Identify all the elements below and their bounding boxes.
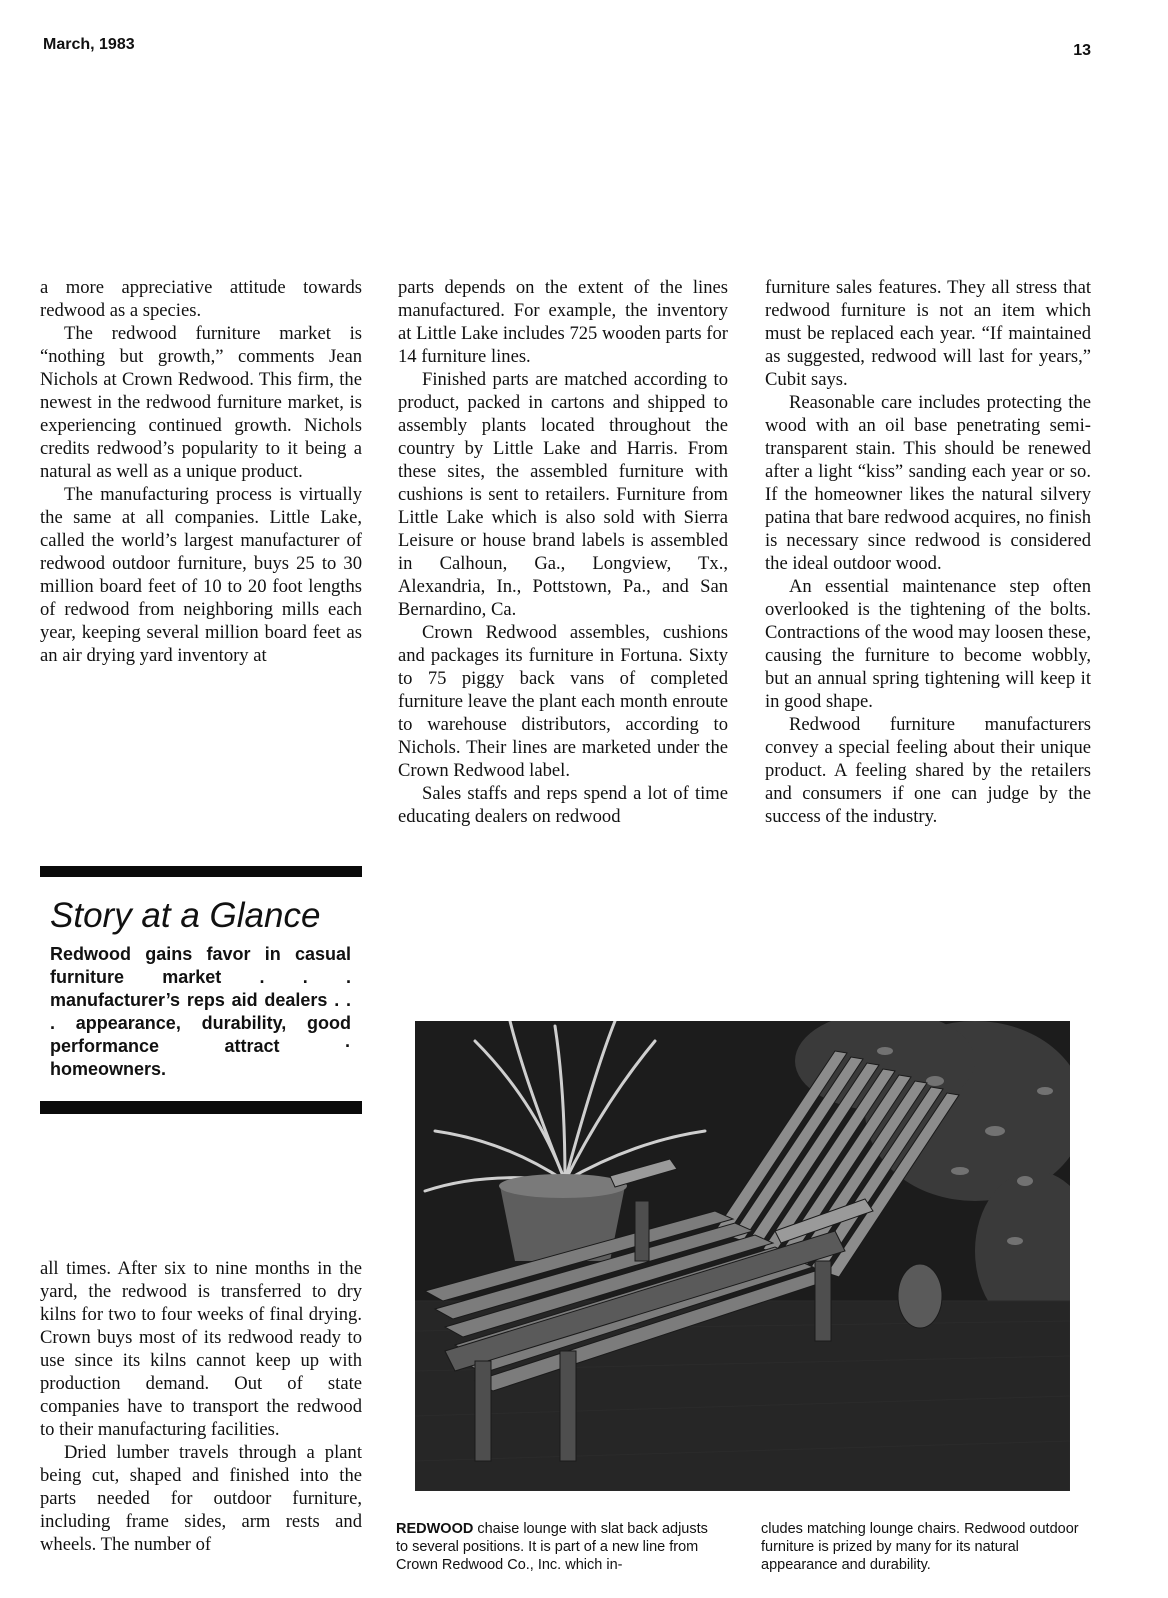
- paragraph: The manufacturing process is virtually the same at all companies. Little Lake, called the world’s largest manufacturer of redwood outdoor furniture, buys 25 to 30 million board feet of 10 to 20 foot lengths of redwood from neighboring mills each year, keeping several million board feet as an air drying yard inventory at: [40, 484, 362, 666]
- issue-date: March, 1983: [43, 36, 135, 53]
- caption-text: chaise lounge with slat back adjusts to several positions. It is part of a new line from Crown Redwood Co., Inc. which in-: [396, 1521, 708, 1573]
- sidebar-rule-bottom: [40, 1101, 362, 1114]
- page-number: 13: [1073, 42, 1091, 59]
- paragraph: Dried lumber travels through a plant being cut, shaped and finished into the parts needed for outdoor furniture, including frame sides, arm rests and wheels. The number of: [40, 1442, 362, 1555]
- article-column-2: [398, 276, 728, 828]
- sidebar-title: Story at a Glance: [50, 896, 321, 935]
- photo-caption-part-2: cludes matching lounge chairs. Redwood outdoor furniture is prized by many for its natural appearance and durability.: [761, 1521, 1079, 1573]
- paragraph: An essential maintenance step often overlooked is the tightening of the bolts. Contractions of the wood may loosen these, causing the furniture to become wobbly, but an annual spring tightening will keep it in good shape.: [765, 576, 1091, 712]
- paragraph: Crown Redwood assembles, cushions and packages its furniture in Fortuna. Sixty to 75 piggy back vans of completed furniture leave the plant each month enroute to warehouse distributors, according to Nichols. Their lines are marketed under the Crown Redwood label.: [398, 622, 728, 781]
- sidebar-rule-top: [40, 866, 362, 877]
- paragraph: The redwood furniture market is “nothing but growth,” comments Jean Nichols at Crown Redwood. This firm, the newest in the redwood furniture market, is experiencing continued growth. Nichols credits redwood’s popularity to it being a natural as well as a unique product.: [40, 323, 362, 482]
- paragraph: a more appreciative attitude towards redwood as a species.: [40, 277, 362, 321]
- chaise-lounge-photo: [415, 1021, 1070, 1491]
- paragraph: Reasonable care includes protecting the wood with an oil base penetrating semi-transparent stain. This should be renewed after a light “kiss” sanding each year or so. If the homeowner likes the natural silvery patina that bare redwood acquires, no finish is necessary since redwood is considered the ideal outdoor wood.: [765, 392, 1091, 574]
- paragraph: furniture sales features. They all stress that redwood furniture is not an item which must be replaced each year. “If maintained as suggested, redwood will last for years,” Cubit says.: [765, 277, 1091, 390]
- paragraph: all times. After six to nine months in the yard, the redwood is transferred to dry kilns for two to four weeks of final drying. Crown buys most of its redwood ready to use since its kilns cannot keep up with production demand. Out of state companies have to transport the redwood to their manufacturing facilities.: [40, 1258, 362, 1440]
- article-column-3: [765, 276, 1091, 828]
- paragraph: Finished parts are matched according to product, packed in cartons and shipped to assembly plants located throughout the country by Little Lake and Harris. From these sites, the assembled furniture with cushions is sent to retailers. Furniture from Little Lake which is also sold with Sierra Leisure or house brand labels is assembled in Calhoun, Ga., Longview, Tx., Alexandria, In., Pottstown, Pa., and San Bernardino, Ca.: [398, 369, 728, 620]
- paragraph: Redwood furniture manufacturers convey a special feeling about their unique product. A feeling shared by the retailers and consumers if one can judge by the success of the industry.: [765, 714, 1091, 827]
- sidebar-summary: Redwood gains favor in casual furniture market . . . manufacturer’s reps aid dealers . . . appearance, durability, good performance attract · homeowners.: [50, 944, 351, 1079]
- photo-caption-part-1: [396, 1520, 722, 1574]
- paragraph: parts depends on the extent of the lines manufactured. For example, the inventory at Little Lake includes 725 wooden parts for 14 furniture lines.: [398, 277, 728, 367]
- article-column-1-top: [40, 276, 362, 667]
- article-column-1-bottom: [40, 1257, 362, 1556]
- caption-lead: REDWOOD: [396, 1521, 474, 1537]
- paragraph: Sales staffs and reps spend a lot of time educating dealers on redwood: [398, 783, 728, 827]
